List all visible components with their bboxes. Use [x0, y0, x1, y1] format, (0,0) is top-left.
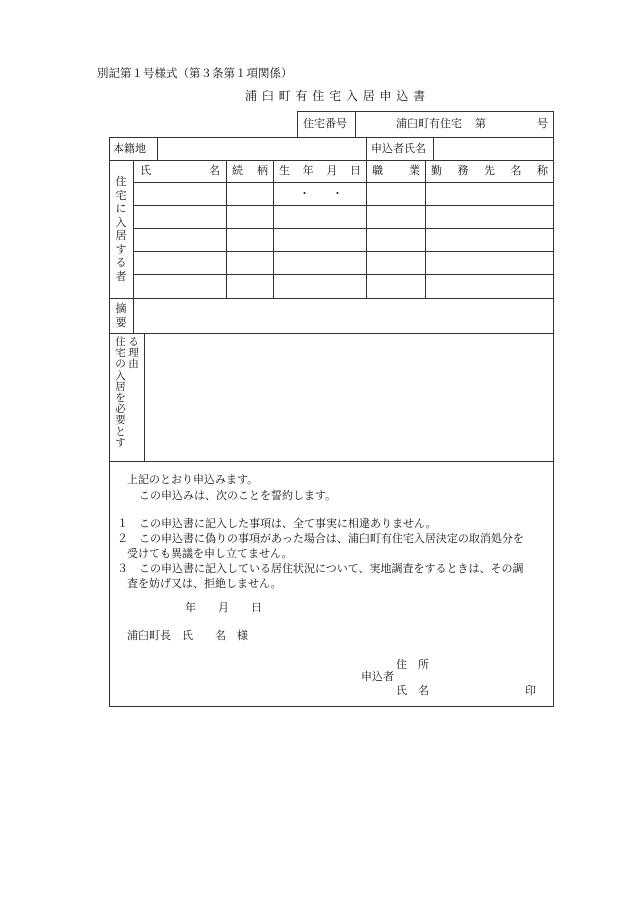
house-number-label: 住宅番号 — [303, 117, 347, 130]
seal-mark: 印 — [525, 684, 536, 697]
column-header-birthdate: 生 年 月 日 — [279, 164, 361, 177]
form-title: 浦 臼 町 有 住 宅 入 居 申 込 書 — [245, 89, 426, 103]
reason-label-column-2: る 理 由 — [128, 336, 139, 371]
applicant-label: 申込者 — [361, 670, 394, 683]
signature-name-label: 氏 名 — [396, 684, 429, 697]
column-header-occupation: 職 業 — [372, 164, 420, 177]
pledge-item-3a: ３ この申込書に記入している居住状況について、実地調査をするときは、その調 — [117, 562, 524, 575]
column-header-workplace: 勤 務 先 名 称 — [431, 164, 548, 177]
house-number-dai: 第 — [475, 117, 486, 130]
address-label: 住 所 — [396, 658, 429, 671]
reason-label-column-1: 住 宅 の 入 居 を 必 要 と す — [115, 336, 126, 449]
pledge-item-2a: ２ この申込書に偽りの事項があった場合は、浦臼町有住宅入居決定の取消処分を — [117, 532, 524, 545]
form-reference: 別記第１号様式（第３条第１項関係） — [97, 66, 293, 80]
summary-label: 摘 要 — [115, 302, 127, 329]
addressee: 浦臼町長 氏 名 様 — [127, 629, 248, 642]
applicant-name-label: 申込者氏名 — [371, 142, 426, 155]
column-header-relation: 続 柄 — [232, 164, 268, 177]
residents-label: 住 宅 に 入 居 す る 者 — [115, 175, 127, 283]
birthdate-dots: ・ ・ — [299, 187, 343, 200]
house-number-prefix: 浦臼町有住宅 — [396, 117, 462, 130]
pledge-item-3b: 査を妨げ又は、拒絶しません。 — [127, 577, 282, 590]
house-number-go: 号 — [537, 117, 548, 130]
declaration-line-1: 上記のとおり申込みます。 — [127, 473, 259, 486]
pledge-item-2b: 受けても異議を申し立てません。 — [127, 547, 293, 560]
date-line: 年 月 日 — [185, 601, 262, 614]
honseki-label: 本籍地 — [113, 142, 146, 155]
column-header-name: 氏 名 — [140, 164, 220, 177]
pledge-item-1: １ この申込書に記入した事項は、全て事実に相違ありません。 — [117, 517, 437, 530]
declaration-line-2: この申込みは、次のことを誓約します。 — [139, 489, 337, 502]
